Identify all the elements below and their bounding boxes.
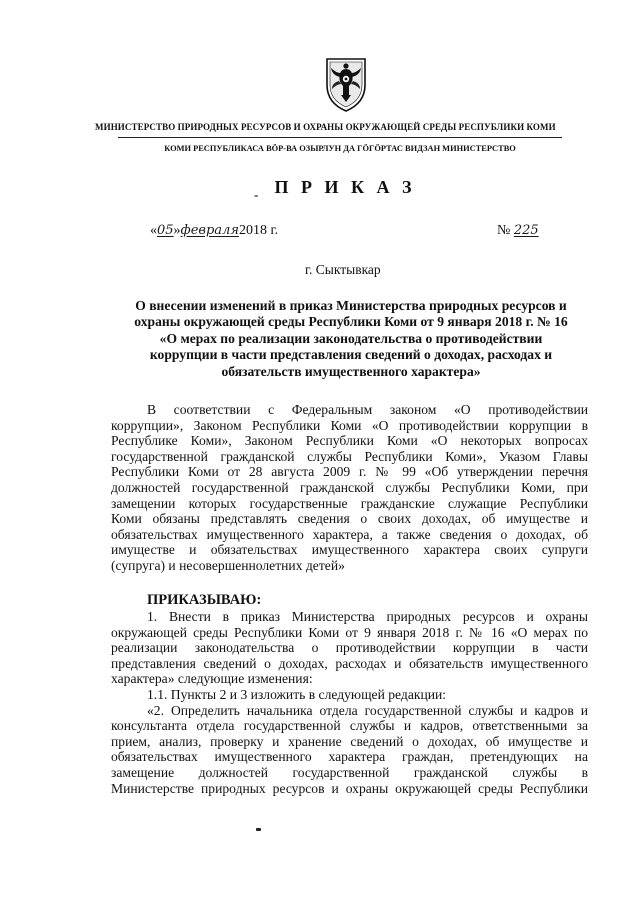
order-line: характера» следующие изменения: (111, 671, 313, 687)
order-line: Министерстве природных ресурсов и охраны окружающей среды Республики (111, 780, 588, 796)
header-divider (118, 137, 562, 138)
ministry-name-russian: МИНИСТЕРСТВО ПРИРОДНЫХ РЕСУРСОВ И ОХРАНЫ ОКРУЖАЮЩЕЙ СРЕДЫ РЕСПУБЛИКИ КОМИ (95, 122, 556, 132)
page-mark (256, 828, 261, 831)
preamble-line: В соответствии с Федеральным законом «О противодействии (147, 402, 588, 417)
title-dash: - (254, 187, 259, 202)
subject-line: «О мерах по реализации законодательства о противодействии (159, 330, 543, 346)
coat-of-arms-emblem (321, 55, 371, 113)
date-month-handwritten: февраля (180, 223, 239, 238)
preamble-line: коррупции», Законом Республики Коми «О противодействии коррупции в (111, 417, 588, 433)
city-name: г. Сыктывкар (305, 262, 381, 277)
date-day-handwritten: 05 (157, 223, 174, 238)
preamble-paragraph (111, 402, 588, 574)
preamble-line: обязательствах имущественного характера, а также сведения о доходах, об (111, 526, 588, 542)
preamble-line: имуществе и обязательствах имущественного характера своих супруги (111, 542, 588, 558)
preamble-line: Коми обязаны представлять сведения о своих доходах, об имуществе и (111, 511, 588, 527)
order-line: замещение должностей государственной гражданской службы в (111, 764, 588, 780)
order-line: реализации законодательства о противодействии коррупции в части (111, 640, 588, 656)
preamble-line: должностей государственной гражданской службы Республики Коми, при (111, 479, 588, 495)
document-number (497, 223, 539, 239)
ministry-name-komi: КОМИ РЕСПУБЛИКАСА ВӦР-ВА ОЗЫРЛУН ДА ГӦГӦРТАС ВИДЗАН МИНИСТЕРСТВО (164, 144, 516, 153)
order-line: 1.1. Пункты 2 и 3 изложить в следующей редакции: (147, 686, 447, 702)
order-line: окружающей среды Республики Коми от 9 января 2018 г. № 16 «О мерах по (111, 624, 588, 640)
order-heading: ПРИКАЗЫВАЮ: (147, 592, 262, 608)
preamble-line: замещении которых государственные гражданские служащие Республики (111, 495, 588, 511)
preamble-line: Республике Коми», Законом Республики Коми «О некоторых вопросах (111, 433, 588, 449)
preamble-line: государственной гражданской службы Республики Коми», Указом Главы (111, 448, 588, 464)
document-title: П Р И К А З (274, 177, 416, 197)
order-line: прием, анализ, проверку и хранение сведений о доходах, об имуществе и (111, 733, 588, 749)
number-prefix: № (497, 223, 511, 238)
order-paragraphs (111, 609, 588, 796)
subject-line: охраны окружающей среды Республики Коми от 9 января 2018 г. № 16 (134, 314, 568, 330)
order-subject (108, 298, 594, 380)
preamble-line: (супруга) и несовершеннолетних детей» (111, 557, 345, 573)
date-open-quote: « (150, 223, 157, 238)
preamble-line: Республики Коми от 28 августа 2009 г. № 99 «Об утверждении перечня (111, 464, 588, 480)
order-line: обязательствах имущественного характера граждан, претендующих на (111, 749, 588, 765)
order-line: «2. Определить начальника отдела государственной службы и кадров и (147, 702, 588, 718)
date-close-quote: » (173, 223, 181, 238)
order-line: представления сведений о доходах, расходах и обязательств имущественного (111, 655, 588, 671)
document-date (150, 223, 278, 239)
subject-line: коррупции в части представления сведений о доходах, расходах и (149, 347, 553, 363)
subject-line: обязательств имущественного характера» (221, 363, 481, 379)
date-year: 2018 г. (238, 223, 279, 238)
order-line: 1. Внести в приказ Министерства природных ресурсов и охраны (147, 609, 588, 624)
number-value-handwritten: 225 (513, 223, 539, 238)
order-line: консультанта отдела государственной службы и кадров, ответственными за (111, 718, 588, 734)
subject-line: О внесении изменений в приказ Министерства природных ресурсов и (135, 298, 567, 313)
